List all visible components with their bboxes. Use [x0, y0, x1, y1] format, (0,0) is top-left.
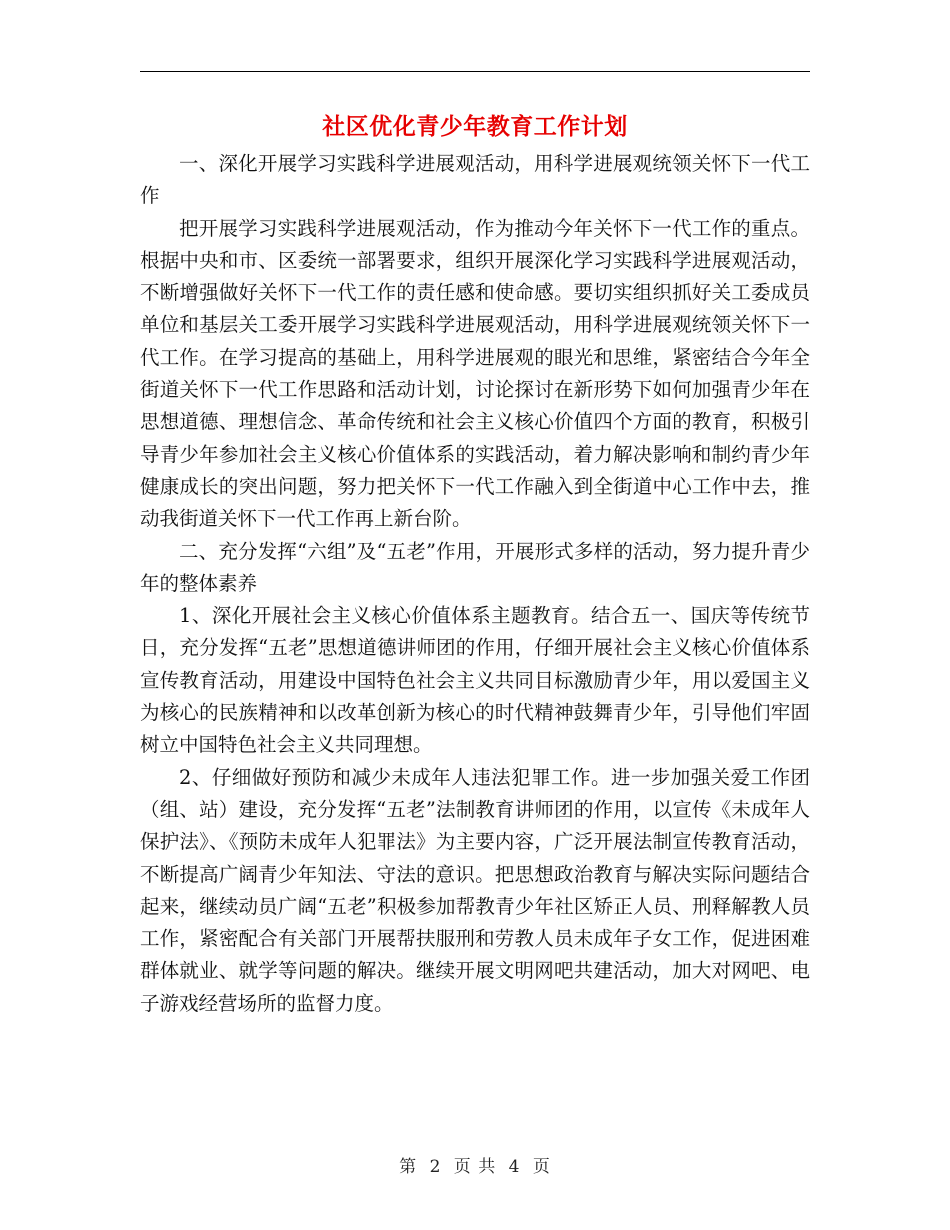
footer-suffix: 页	[532, 1157, 551, 1177]
section-heading-1: 一、深化开展学习实践科学进展观活动，用科学进展观统领关怀下一代工作	[140, 152, 810, 208]
page-footer	[0, 1152, 950, 1177]
footer-total-pages: 4	[508, 1157, 521, 1177]
section-heading-2: 二、充分发挥“六组”及“五老”作用，开展形式多样的活动，努力提升青少年的整体素养	[140, 539, 810, 595]
footer-middle: 页 共	[453, 1157, 497, 1177]
document-body	[140, 148, 810, 1020]
body-paragraph: 1、深化开展社会主义核心价值体系主题教育。结合五一、国庆等传统节日，充分发挥“五老”思想道德讲师团的作用，仔细开展社会主义核心价值体系宣传教育活动，用建设中国特色社会主义共同目标激励青少年，用以爱国主义为核心的民族精神和以改革创新为核心的时代精神鼓舞青少年，引导他们牢固树立中国特色社会主义共同理想。	[140, 604, 810, 757]
document-title: 社区优化青少年教育工作计划	[322, 113, 628, 140]
header-rule	[140, 71, 810, 72]
body-paragraph: 把开展学习实践科学进展观活动，作为推动今年关怀下一代工作的重点。根据中央和市、区委统一部署要求，组织开展深化学习实践科学进展观活动，不断增强做好关怀下一代工作的责任感和使命感。要切实组织抓好关工委成员单位和基层关工委开展学习实践科学进展观活动，用科学进展观统领关怀下一代工作。在学习提高的基础上，用科学进展观的眼光和思维，紧密结合今年全街道关怀下一代工作思路和活动计划，讨论探讨在新形势下如何加强青少年在思想道德、理想信念、革命传统和社会主义核心价值四个方面的教育，积极引导青少年参加社会主义核心价值体系的实践活动，着力解决影响和制约青少年健康成长的突出问题，努力把关怀下一代工作融入到全街道中心工作中去，推动我街道关怀下一代工作再上新台阶。	[140, 216, 810, 531]
footer-prefix: 第	[399, 1157, 418, 1177]
body-paragraph: 2、仔细做好预防和减少未成年人违法犯罪工作。进一步加强关爱工作团（组、站）建设，充分发挥“五老”法制教育讲师团的作用，以宣传《未成年人保护法》、《预防未成年人犯罪法》为主要内容，广泛开展法制宣传教育活动，不断提高广阔青少年知法、守法的意识。把思想政治教育与解决实际问题结合起来，继续动员广阔“五老”积极参加帮教青少年社区矫正人员、刑释解教人员工作，紧密配合有关部门开展帮扶服刑和劳教人员未成年子女工作，促进困难群体就业、就学等问题的解决。继续开展文明网吧共建活动，加大对网吧、电子游戏经营场所的监督力度。	[140, 765, 810, 1015]
footer-page-number: 2	[429, 1157, 442, 1177]
